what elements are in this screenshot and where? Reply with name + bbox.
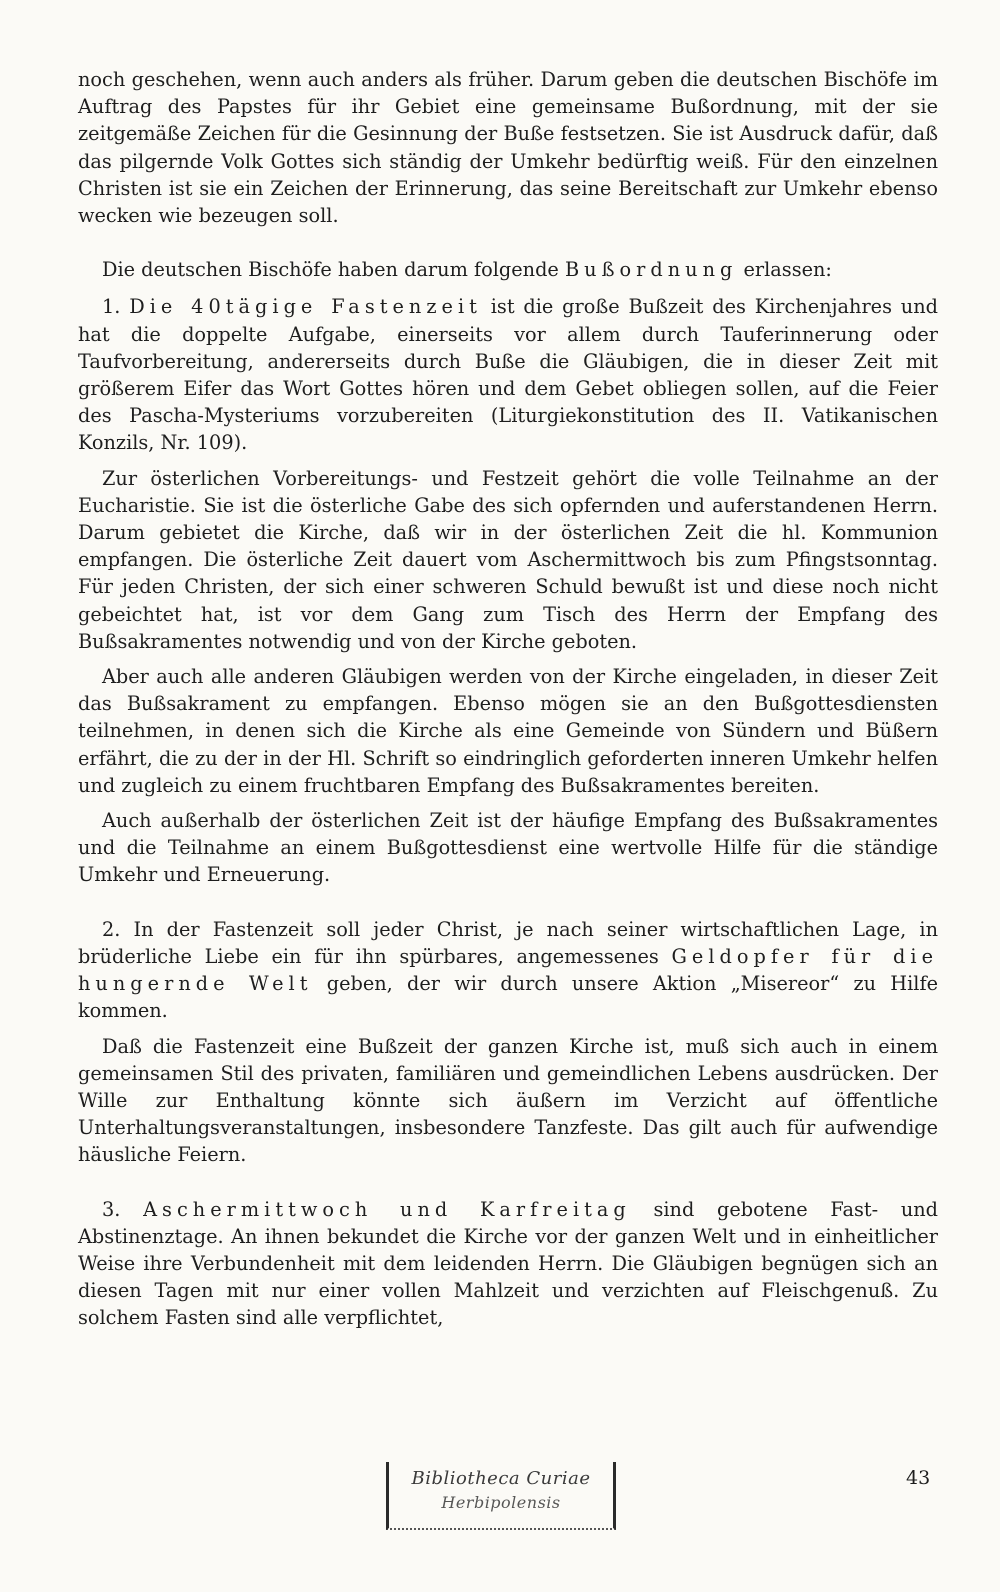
stamp-line-1: Bibliotheca Curiae <box>411 1468 591 1489</box>
section-number: 3. <box>102 1197 144 1221</box>
section-pre-text: In der Fastenzeit soll jeder Christ, je nach seiner wirtschaftlichen Lage, in brüderliche Liebe ein für ihn spürbares, angemessenes <box>78 917 938 968</box>
section-2-lead <box>78 916 938 1025</box>
page-footer <box>0 1456 1000 1566</box>
section-number: 1. <box>102 295 130 319</box>
library-stamp <box>386 1462 616 1530</box>
body-text <box>78 66 938 1332</box>
section-lead-text: ist die große Bußzeit des Kirchenjahres und hat die doppelte Aufgabe, einerseits vor allem durch Tauferinnerung oder Taufvorbereitung, andererseits durch Buße die Gläubigen, die in dieser Zeit mit größerem Eifer das Wort Gottes hören und dem Gebet obliegen sollen, auf die Feier des Pascha-Mysteriums vorzubereiten (Liturgiekonstitution des II. Vatikanischen Konzils, Nr. 109). <box>78 295 938 455</box>
section-3-lead <box>78 1196 938 1332</box>
section-lead-text: geben, der wir durch unsere Aktion „Misereor“ zu Hilfe kommen. <box>78 972 938 1023</box>
section-2-paragraph: Daß die Fastenzeit eine Bußzeit der ganzen Kirche ist, muß sich auch in einem gemeinsamen Stil des privaten, familiären und gemeindlichen Lebens ausdrücken. Der Wille zur Enthaltung könnte sich äußern im Verzicht auf öffentliche Unterhaltungsveranstaltungen, insbesondere Tanzfeste. Das gilt auch für aufwendige häusliche Feiern. <box>78 1034 938 1167</box>
section-1-lead <box>78 293 938 456</box>
decree-text-after: erlassen: <box>737 258 832 282</box>
section-emphasis: Aschermittwoch und Karfreitag <box>143 1197 631 1221</box>
decree-text-before: Die deutschen Bischöfe haben darum folgende <box>102 258 565 282</box>
section-emphasis: Geldopfer für die hungernde Welt <box>78 944 938 996</box>
decree-emphasis: Bußordnung <box>564 258 738 282</box>
section-lead-text: sind gebotene Fast- und Abstinenztage. An ihnen bekundet die Kirche vor der ganzen Welt und in einheitlicher Weise ihre Verbundenheit mit dem leidenden Herrn. Die Gläubigen begnügen sich an diesen Tagen mit nur einer vollen Mahlzeit und verzichten auf Fleischgenuß. Zu solchem Fasten sind alle verpflichtet, <box>78 1197 939 1330</box>
decree-line <box>78 256 938 283</box>
section-1-paragraph: Zur österlichen Vorbereitungs- und Festzeit gehört die volle Teilnahme an der Eucharistie. Sie ist die österliche Gabe des sich opfernden und auferstandenen Herrn. Darum gebietet die Kirche, daß wir in der österlichen Zeit die hl. Kommunion empfangen. Die österliche Zeit dauert vom Aschermittwoch bis zum Pfingstsonntag. Für jeden Christen, der sich einer schweren Schuld bewußt ist und diese noch nicht gebeichtet hat, ist vor dem Gang zum Tisch des Herrn der Empfang des Bußsakramentes notwendig und von der Kirche geboten. <box>78 466 938 653</box>
section-number: 2. <box>102 917 134 941</box>
section-emphasis: Die 40tägige Fastenzeit <box>129 295 482 319</box>
stamp-line-2: Herbipolensis <box>441 1493 561 1512</box>
section-1-paragraph: Aber auch alle anderen Gläubigen werden von der Kirche eingeladen, in dieser Zeit das Bußsakrament zu empfangen. Ebenso mögen sie an den Bußgottesdiensten teilnehmen, in denen sich die Kirche als eine Gemeinde von Sündern und Büßern erfährt, die zu der in der Hl. Schrift so eindringlich geforderten inneren Umkehr helfen und zugleich zu einem fruchtbaren Empfang des Bußsakramentes bereiten. <box>78 665 938 797</box>
intro-paragraph: noch geschehen, wenn auch anders als früher. Darum geben die deutschen Bischöfe im Auftrag des Papstes für ihr Gebiet eine gemeinsame Bußordnung, mit der sie zeitgemäße Zeichen für die Gesinnung der Buße festsetzen. Sie ist Ausdruck dafür, daß das pilgernde Volk Gottes sich ständig der Umkehr bedürftig weiß. Für den einzelnen Christen ist sie ein Zeichen der Erinnerung, das seine Bereitschaft zur Umkehr ebenso wecken wie bezeugen soll. <box>78 68 938 228</box>
page-number: 43 <box>906 1467 931 1489</box>
section-1-paragraph: Auch außerhalb der österlichen Zeit ist der häufige Empfang des Bußsakramentes und die Teilnahme an einem Bußgottesdienst eine wertvolle Hilfe für die ständige Umkehr und Erneuerung. <box>78 809 938 887</box>
